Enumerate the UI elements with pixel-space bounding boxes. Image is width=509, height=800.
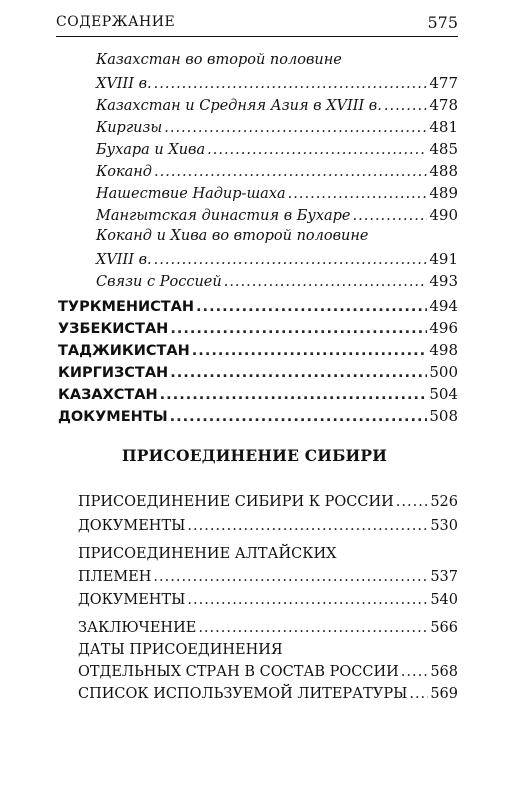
toc-entry-page: 496 bbox=[429, 319, 458, 337]
leader-dots bbox=[196, 299, 427, 315]
toc-entry-page: 498 bbox=[429, 341, 458, 359]
leader-dots bbox=[164, 120, 427, 136]
leader-dots bbox=[170, 365, 427, 381]
toc-entry-page: 526 bbox=[430, 494, 458, 510]
toc-entry-title: ПРИСОЕДИНЕНИЕ СИБИРИ К РОССИИ bbox=[78, 494, 394, 510]
toc-entry[interactable] bbox=[78, 592, 458, 608]
toc-entry-page: 491 bbox=[429, 250, 458, 268]
leader-dots bbox=[154, 252, 428, 268]
leader-dots bbox=[401, 664, 429, 680]
toc-entry-title: ДОКУМЕНТЫ bbox=[78, 592, 186, 608]
leader-dots bbox=[192, 343, 428, 359]
leader-dots bbox=[153, 569, 428, 585]
toc-entry-title: ТУРКМЕНИСТАН bbox=[58, 299, 195, 315]
toc-entry-page: 530 bbox=[430, 518, 458, 534]
toc-entry[interactable] bbox=[58, 407, 458, 425]
toc-entry[interactable] bbox=[58, 297, 458, 315]
toc-entry-page: 566 bbox=[430, 620, 458, 636]
toc-entry-title: ОТДЕЛЬНЫХ СТРАН В СОСТАВ РОССИИ bbox=[78, 664, 399, 680]
toc-entry[interactable] bbox=[96, 162, 458, 180]
leader-dots bbox=[409, 686, 428, 702]
toc-entry-page: 504 bbox=[429, 385, 458, 403]
toc-entry-title: Нашествие Надир-шаха bbox=[96, 186, 286, 202]
toc-entry-page: 489 bbox=[429, 184, 458, 202]
toc-entry[interactable] bbox=[58, 363, 458, 381]
toc-entry-title: ДОКУМЕНТЫ bbox=[78, 518, 186, 534]
toc-entry[interactable] bbox=[96, 118, 458, 136]
leader-dots bbox=[154, 164, 427, 180]
toc-entry-page: 481 bbox=[429, 118, 458, 136]
toc-entry-page: 477 bbox=[429, 74, 458, 92]
toc-entry[interactable] bbox=[58, 341, 458, 359]
toc-entry-title: Коканд bbox=[96, 164, 152, 180]
toc-entry[interactable] bbox=[96, 272, 458, 290]
toc-entry-title: КАЗАХСТАН bbox=[58, 387, 158, 403]
leader-dots bbox=[198, 620, 428, 636]
toc-entry[interactable] bbox=[78, 620, 458, 636]
header-title: СОДЕРЖАНИЕ bbox=[56, 14, 176, 30]
toc-entry-title: ЗАКЛЮЧЕНИЕ bbox=[78, 620, 197, 636]
section-heading: ПРИСОЕДИНЕНИЕ СИБИРИ bbox=[121, 446, 388, 465]
toc-entry[interactable] bbox=[58, 319, 458, 337]
leader-dots bbox=[187, 518, 428, 534]
leader-dots bbox=[170, 321, 427, 337]
toc-entry[interactable] bbox=[96, 96, 458, 114]
toc-entry-title: XVIII в. bbox=[96, 76, 152, 92]
toc-entry[interactable] bbox=[96, 140, 458, 158]
toc-entry-title: СПИСОК ИСПОЛЬЗУЕМОЙ ЛИТЕРАТУРЫ bbox=[78, 686, 408, 702]
toc-entry-page: 485 bbox=[429, 140, 458, 158]
toc-entry-title: Киргизы bbox=[96, 120, 163, 136]
leader-dots bbox=[154, 76, 428, 92]
toc-entry[interactable] bbox=[78, 569, 458, 585]
toc-entry[interactable] bbox=[78, 664, 458, 680]
leader-dots bbox=[396, 494, 429, 510]
leader-dots bbox=[160, 387, 428, 403]
toc-entry-page: 490 bbox=[429, 206, 458, 224]
toc-entry-line: Казахстан во второй половине bbox=[96, 52, 342, 68]
toc-entry-page: 569 bbox=[430, 686, 458, 702]
leader-dots bbox=[224, 274, 428, 290]
toc-entry[interactable] bbox=[96, 184, 458, 202]
toc-entry-line: ДАТЫ ПРИСОЕДИНЕНИЯ bbox=[78, 642, 283, 658]
toc-entry-title: УЗБЕКИСТАН bbox=[58, 321, 169, 337]
toc-entry[interactable] bbox=[96, 74, 458, 92]
running-header bbox=[56, 14, 458, 37]
leader-dots bbox=[288, 186, 428, 202]
toc-entry-title: Бухара и Хива bbox=[96, 142, 206, 158]
toc-entry-line: Коканд и Хива во второй половине bbox=[96, 228, 369, 244]
leader-dots bbox=[384, 98, 428, 114]
leader-dots bbox=[187, 592, 428, 608]
toc-entry-title: Связи с Россией bbox=[96, 274, 222, 290]
leader-dots bbox=[207, 142, 427, 158]
toc-entry-page: 568 bbox=[430, 664, 458, 680]
toc-entry-title: ПЛЕМЕН bbox=[78, 569, 152, 585]
toc-entry-title: ТАДЖИКИСТАН bbox=[58, 343, 190, 359]
header-page-number: 575 bbox=[427, 13, 458, 32]
toc-entry-title: XVIII в. bbox=[96, 252, 152, 268]
toc-entry-page: 494 bbox=[429, 297, 458, 315]
toc-entry-title: КИРГИЗСТАН bbox=[58, 365, 169, 381]
toc-entry[interactable] bbox=[96, 250, 458, 268]
toc-entry[interactable] bbox=[58, 385, 458, 403]
toc-entry-page: 540 bbox=[430, 592, 458, 608]
toc-entry-page: 478 bbox=[429, 96, 458, 114]
toc-entry-page: 537 bbox=[430, 569, 458, 585]
toc-entry[interactable] bbox=[96, 206, 458, 224]
leader-dots bbox=[353, 208, 428, 224]
toc-entry-title: ДОКУМЕНТЫ bbox=[58, 409, 168, 425]
toc-entry-page: 488 bbox=[429, 162, 458, 180]
toc-entry-title: Мангытская династия в Бухаре bbox=[96, 208, 351, 224]
toc-entry[interactable] bbox=[78, 494, 458, 510]
toc-entry-page: 493 bbox=[429, 272, 458, 290]
toc-entry[interactable] bbox=[78, 686, 458, 702]
leader-dots bbox=[170, 409, 428, 425]
toc-entry-line: ПРИСОЕДИНЕНИЕ АЛТАЙСКИХ bbox=[78, 546, 337, 562]
toc-entry-page: 500 bbox=[429, 363, 458, 381]
toc-entry-title: Казахстан и Средняя Азия в XVIII в. bbox=[96, 98, 382, 114]
toc-entry-page: 508 bbox=[429, 407, 458, 425]
toc-entry[interactable] bbox=[78, 518, 458, 534]
